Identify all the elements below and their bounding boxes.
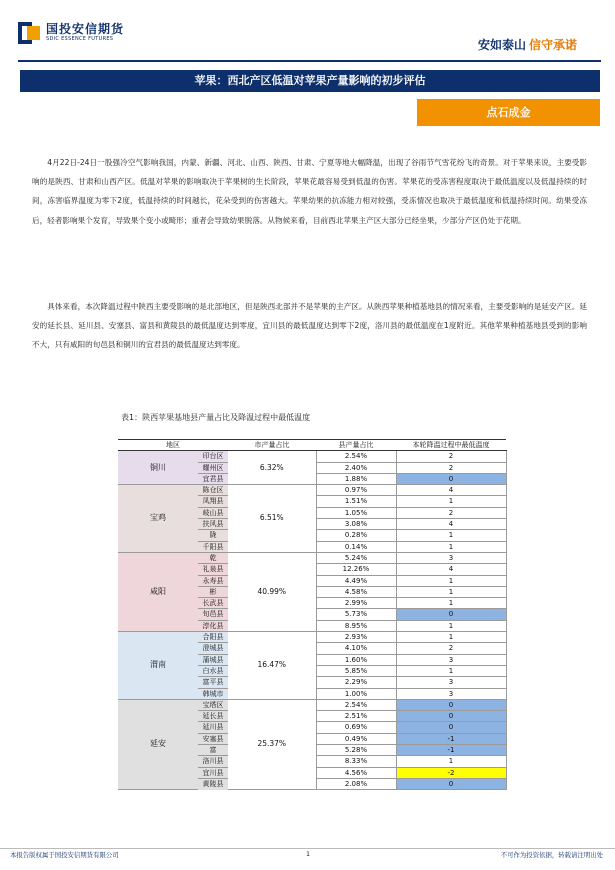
min-temp-cell: 1 — [396, 598, 506, 609]
county-cell: 礼泉县 — [198, 564, 228, 575]
county-share-cell: 12.26% — [316, 564, 396, 575]
county-cell: 旬邑县 — [198, 609, 228, 620]
county-cell: 富平县 — [198, 677, 228, 688]
county-cell: 乾 — [198, 552, 228, 563]
table-body — [118, 451, 506, 790]
county-share-cell: 0.97% — [316, 485, 396, 496]
county-cell: 蒲城县 — [198, 654, 228, 665]
company-logo — [18, 22, 124, 44]
county-cell: 合阳县 — [198, 632, 228, 643]
report-title: 苹果：西北产区低温对苹果产量影响的初步评估 — [20, 70, 600, 92]
county-cell: 陈仓区 — [198, 485, 228, 496]
footer-divider — [0, 848, 615, 849]
table-row — [118, 485, 506, 496]
min-temp-cell: 1 — [396, 575, 506, 586]
county-share-cell: 1.60% — [316, 654, 396, 665]
county-cell: 洛川县 — [198, 756, 228, 767]
page-number: 1 — [306, 850, 311, 858]
county-cell: 延川县 — [198, 722, 228, 733]
county-cell: 耀州区 — [198, 462, 228, 473]
county-share-cell: 2.99% — [316, 598, 396, 609]
county-cell: 印台区 — [198, 451, 228, 462]
county-share-cell: 2.54% — [316, 699, 396, 710]
table-row — [118, 451, 506, 462]
min-temp-cell: 2 — [396, 643, 506, 654]
min-temp-cell: 0 — [396, 699, 506, 710]
min-temp-cell: -1 — [396, 733, 506, 744]
brand-name-cn: 国投安信期货 — [46, 22, 125, 36]
header-divider — [18, 60, 601, 62]
county-share-cell: 1.05% — [316, 507, 396, 518]
county-cell: 安塞县 — [198, 733, 228, 744]
city-share-cell: 16.47% — [228, 632, 316, 700]
county-cell: 白水县 — [198, 665, 228, 676]
min-temp-cell: 3 — [396, 677, 506, 688]
county-share-cell: 3.08% — [316, 519, 396, 530]
min-temp-cell: 1 — [396, 586, 506, 597]
apple-county-table — [118, 439, 507, 790]
county-cell: 宜川县 — [198, 767, 228, 778]
county-share-cell: 0.28% — [316, 530, 396, 541]
min-temp-cell: 1 — [396, 496, 506, 507]
county-share-cell: 4.49% — [316, 575, 396, 586]
county-share-cell: 0.14% — [316, 541, 396, 552]
county-cell: 淳化县 — [198, 620, 228, 631]
header-city-share: 市产量占比 — [228, 440, 316, 451]
min-temp-cell: 0 — [396, 609, 506, 620]
min-temp-cell: 3 — [396, 654, 506, 665]
min-temp-cell: 0 — [396, 722, 506, 733]
logo-mark-icon — [18, 22, 40, 44]
county-share-cell: 8.95% — [316, 620, 396, 631]
table-caption: 表1：陕西苹果基地县产量占比及降温过程中最低温度 — [121, 413, 311, 422]
county-share-cell: 4.56% — [316, 767, 396, 778]
county-share-cell: 5.85% — [316, 665, 396, 676]
county-cell: 宝塔区 — [198, 699, 228, 710]
min-temp-cell: 1 — [396, 530, 506, 541]
min-temp-cell: 1 — [396, 541, 506, 552]
county-share-cell: 2.08% — [316, 778, 396, 789]
min-temp-cell: 1 — [396, 632, 506, 643]
county-cell: 岐山县 — [198, 507, 228, 518]
county-cell: 澄城县 — [198, 643, 228, 654]
county-share-cell: 0.49% — [316, 733, 396, 744]
region-cell: 渭南 — [118, 632, 198, 700]
region-cell: 铜川 — [118, 451, 198, 485]
county-share-cell: 1.88% — [316, 473, 396, 484]
county-cell: 千阳县 — [198, 541, 228, 552]
county-share-cell: 2.40% — [316, 462, 396, 473]
min-temp-cell: 0 — [396, 711, 506, 722]
min-temp-cell: 1 — [396, 620, 506, 631]
table-row — [118, 632, 506, 643]
county-cell: 延长县 — [198, 711, 228, 722]
city-share-cell: 25.37% — [228, 699, 316, 789]
min-temp-cell: 0 — [396, 778, 506, 789]
county-share-cell: 0.69% — [316, 722, 396, 733]
table-row — [118, 699, 506, 710]
county-cell: 黄陵县 — [198, 778, 228, 789]
header-min-temp: 本轮降温过程中最低温度 — [396, 440, 506, 451]
min-temp-cell: 3 — [396, 552, 506, 563]
header-region: 地区 — [118, 440, 228, 451]
slogan-left: 安如泰山 — [477, 38, 526, 52]
county-share-cell: 4.58% — [316, 586, 396, 597]
county-share-cell: 1.00% — [316, 688, 396, 699]
city-share-cell: 6.32% — [228, 451, 316, 485]
table-row — [118, 552, 506, 563]
min-temp-cell: 2 — [396, 462, 506, 473]
county-cell: 富 — [198, 745, 228, 756]
county-share-cell: 8.33% — [316, 756, 396, 767]
min-temp-cell: 0 — [396, 473, 506, 484]
city-share-cell: 6.51% — [228, 485, 316, 553]
county-share-cell: 5.24% — [316, 552, 396, 563]
county-cell: 永寿县 — [198, 575, 228, 586]
section-tag: 点石成金 — [417, 99, 600, 126]
county-cell: 扶风县 — [198, 519, 228, 530]
footer-disclaimer: 不可作为投资依据，转载请注明出处 — [500, 851, 603, 859]
county-cell: 彬 — [198, 586, 228, 597]
county-share-cell: 1.51% — [316, 496, 396, 507]
page-footer — [0, 848, 615, 862]
paragraph-2: 具体来看，本次降温过程中陕西主要受影响的是北部地区，但是陕西北部并不是苹果的主产区。从陕西苹果种植基地县的情况来看，主要受影响的是延安产区。延安的延长县、延川县、安塞县、富县和黄陵县的最低温度达到零度，宜川县的最低温度达到零下2度，洛川县的最低温度在1度附近。其他苹果种植基地县受到的影响不大，只有咸阳的旬邑县和铜川的宜君县的最低温度达到零度。 — [32, 302, 587, 350]
region-cell: 延安 — [118, 699, 198, 789]
min-temp-cell: 1 — [396, 665, 506, 676]
county-cell: 凤翔县 — [198, 496, 228, 507]
min-temp-cell: 1 — [396, 756, 506, 767]
min-temp-cell: 4 — [396, 485, 506, 496]
table-header-row — [118, 440, 506, 451]
region-cell: 咸阳 — [118, 552, 198, 631]
min-temp-cell: 2 — [396, 451, 506, 462]
county-cell: 宜君县 — [198, 473, 228, 484]
min-temp-cell: 3 — [396, 688, 506, 699]
min-temp-cell: 2 — [396, 507, 506, 518]
county-share-cell: 2.51% — [316, 711, 396, 722]
county-cell: 长武县 — [198, 598, 228, 609]
min-temp-cell: 4 — [396, 519, 506, 530]
paragraph-1: 4月22日-24日一股强冷空气影响我国，内蒙、新疆、河北、山西、陕西、甘肃、宁夏等地大幅降温，出现了谷雨节气雪花纷飞的奇景。对于苹果来说，主要受影响的是陕西、甘肃和山西产区。低温对苹果的影响取决于苹果树的生长阶段，苹果花最容易受到低温的伤害。苹果花的受冻害程度取决于最低温度以及低温持续的时间，冻害临界温度为零下2度，低温持续的时间越长，花朵受到的伤害越大。苹果幼果的抗冻能力相对较强，受冻情况也取决于最低温度和低温持续时间。幼果受冻后，轻者影响果个发育，导致果个变小或畸形；重者会导致幼果脱落。从物候来看，目前西北苹果主产区大部分已经坐果，少部分产区仍处于花期。 — [32, 158, 587, 225]
slogan-right: 信守承诺 — [528, 38, 577, 52]
brand-name-en: SDIC ESSENCE FUTURES — [46, 36, 114, 42]
city-share-cell: 40.99% — [228, 552, 316, 631]
min-temp-cell: -1 — [396, 745, 506, 756]
min-temp-cell: 4 — [396, 564, 506, 575]
county-cell: 韩城市 — [198, 688, 228, 699]
county-share-cell: 2.29% — [316, 677, 396, 688]
region-cell: 宝鸡 — [118, 485, 198, 553]
page-header — [0, 0, 615, 64]
county-share-cell: 5.73% — [316, 609, 396, 620]
min-temp-cell: -2 — [396, 767, 506, 778]
county-share-cell: 2.93% — [316, 632, 396, 643]
footer-copyright: 本报告版权属于国投安信期货有限公司 — [10, 851, 119, 859]
county-share-cell: 5.28% — [316, 745, 396, 756]
header-county-share: 县产量占比 — [316, 440, 396, 451]
county-cell: 陇 — [198, 530, 228, 541]
county-share-cell: 4.10% — [316, 643, 396, 654]
slogan — [478, 36, 577, 53]
county-share-cell: 2.54% — [316, 451, 396, 462]
